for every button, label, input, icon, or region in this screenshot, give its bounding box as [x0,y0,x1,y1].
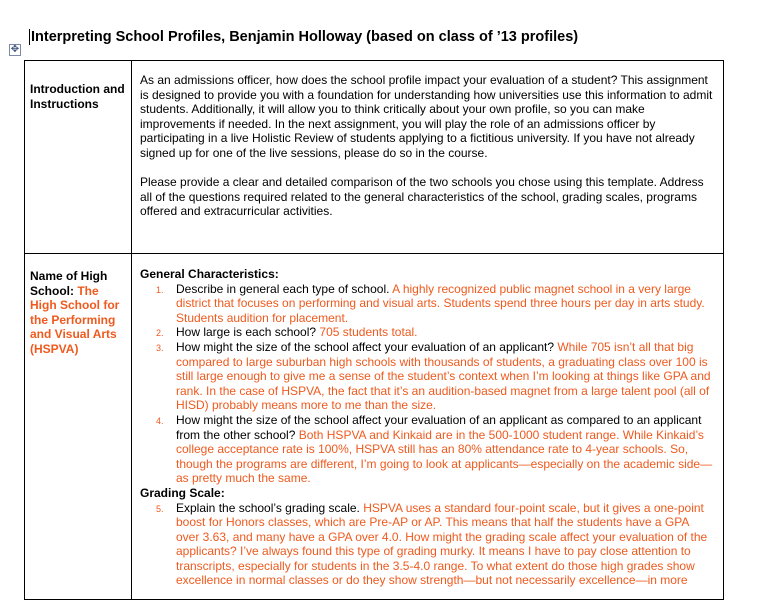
document-title: Interpreting School Profiles, Benjamin Holloway (based on class of ’13 profiles) [31,29,579,45]
intro-label: Introduction and Instructions [30,82,125,111]
list-item: 3. How might the size of the school affect your evaluation of an applicant? While 705 isn’t all that big compared to large suburban high schools with thousands of students, a graduating class over 100 is still large enough to give me a sense of the student’s context when I’m looking at things like GPA and rank. In the case of HSPVA, the fact that it’s an audition-based magnet from a large talent pool (all of HISD) probably means more to me than the size. [156,339,711,413]
general-characteristics-heading: General Characteristics: [140,267,279,281]
general-questions-list [140,282,715,486]
school-row [25,254,724,600]
grading-scale-heading: Grading Scale: [140,485,225,500]
school-body-cell [132,254,724,600]
table-move-handle-icon[interactable]: ✥ [10,44,20,55]
intro-row [25,61,724,254]
school-label-cell [25,254,132,600]
profile-table [24,60,724,600]
school-name: The High School for the Performing and Visual Arts (HSPVA) [30,283,120,356]
intro-paragraph-2: Please provide a clear and detailed comparison of the two schools you chose using this template. Address all of the questions required related to the general characteristics of the school, grading scales, programs offered and extracurricular activities. [140,175,704,219]
list-item: 1. Describe in general each type of school. A highly recognized public magnet school in a very large district that focuses on performing and visual arts. Students spend three hours per day in arts study. Students audition for placement. [156,281,705,325]
list-item: 4. How might the size of the school affect your evaluation of an applicant as compared to an applicant from the other school? Both HSPVA and Kinkaid are in the 500-1000 student range. While Kinkaid’s college acceptance rate is 100%, HSPVA still has an 80% attendance rate to 4-year schools. So, though the programs are different, I’m going to look at applicants—especially on the academic side—as pretty much the same. [156,412,713,486]
intro-label-cell [25,61,132,254]
intro-body-cell [132,61,724,254]
intro-paragraph-1: As an admissions officer, how does the school profile impact your evaluation of a student? This assignment is designed to provide you with a foundation for understanding how universities use this information to admit students. Additionally, it will allow you to think critically about your own profile, so you can make improvements if needed. In the next assignment, you will play the role of an admissions officer by participating in a live Holistic Review of students applying to a fictitious university. If you have not already signed up for one of the live sessions, please do so in the course. [140,73,713,160]
list-item: 2. How large is each school? 705 students total. [156,325,418,340]
list-item: 5. Explain the school’s grading scale. HSPVA uses a standard four-point scale, but it gives a one-point boost for Honors classes, which are Pre-AP or AP. This means that half the students have a GPA over 3.63, and many have a GPA over 4.0. How might the grading scale affect your evaluation of the applicants? I’ve always found this type of grading murky. It means I have to pay close attention to transcripts, especially for students in the 3.5-4.0 range. To what extent do those high grades show excellence in normal classes or do they show strength—but not necessarily excellence—in more [156,500,708,588]
school-label-prefix: Name of High School: [30,269,108,298]
grading-questions-list [140,501,715,589]
